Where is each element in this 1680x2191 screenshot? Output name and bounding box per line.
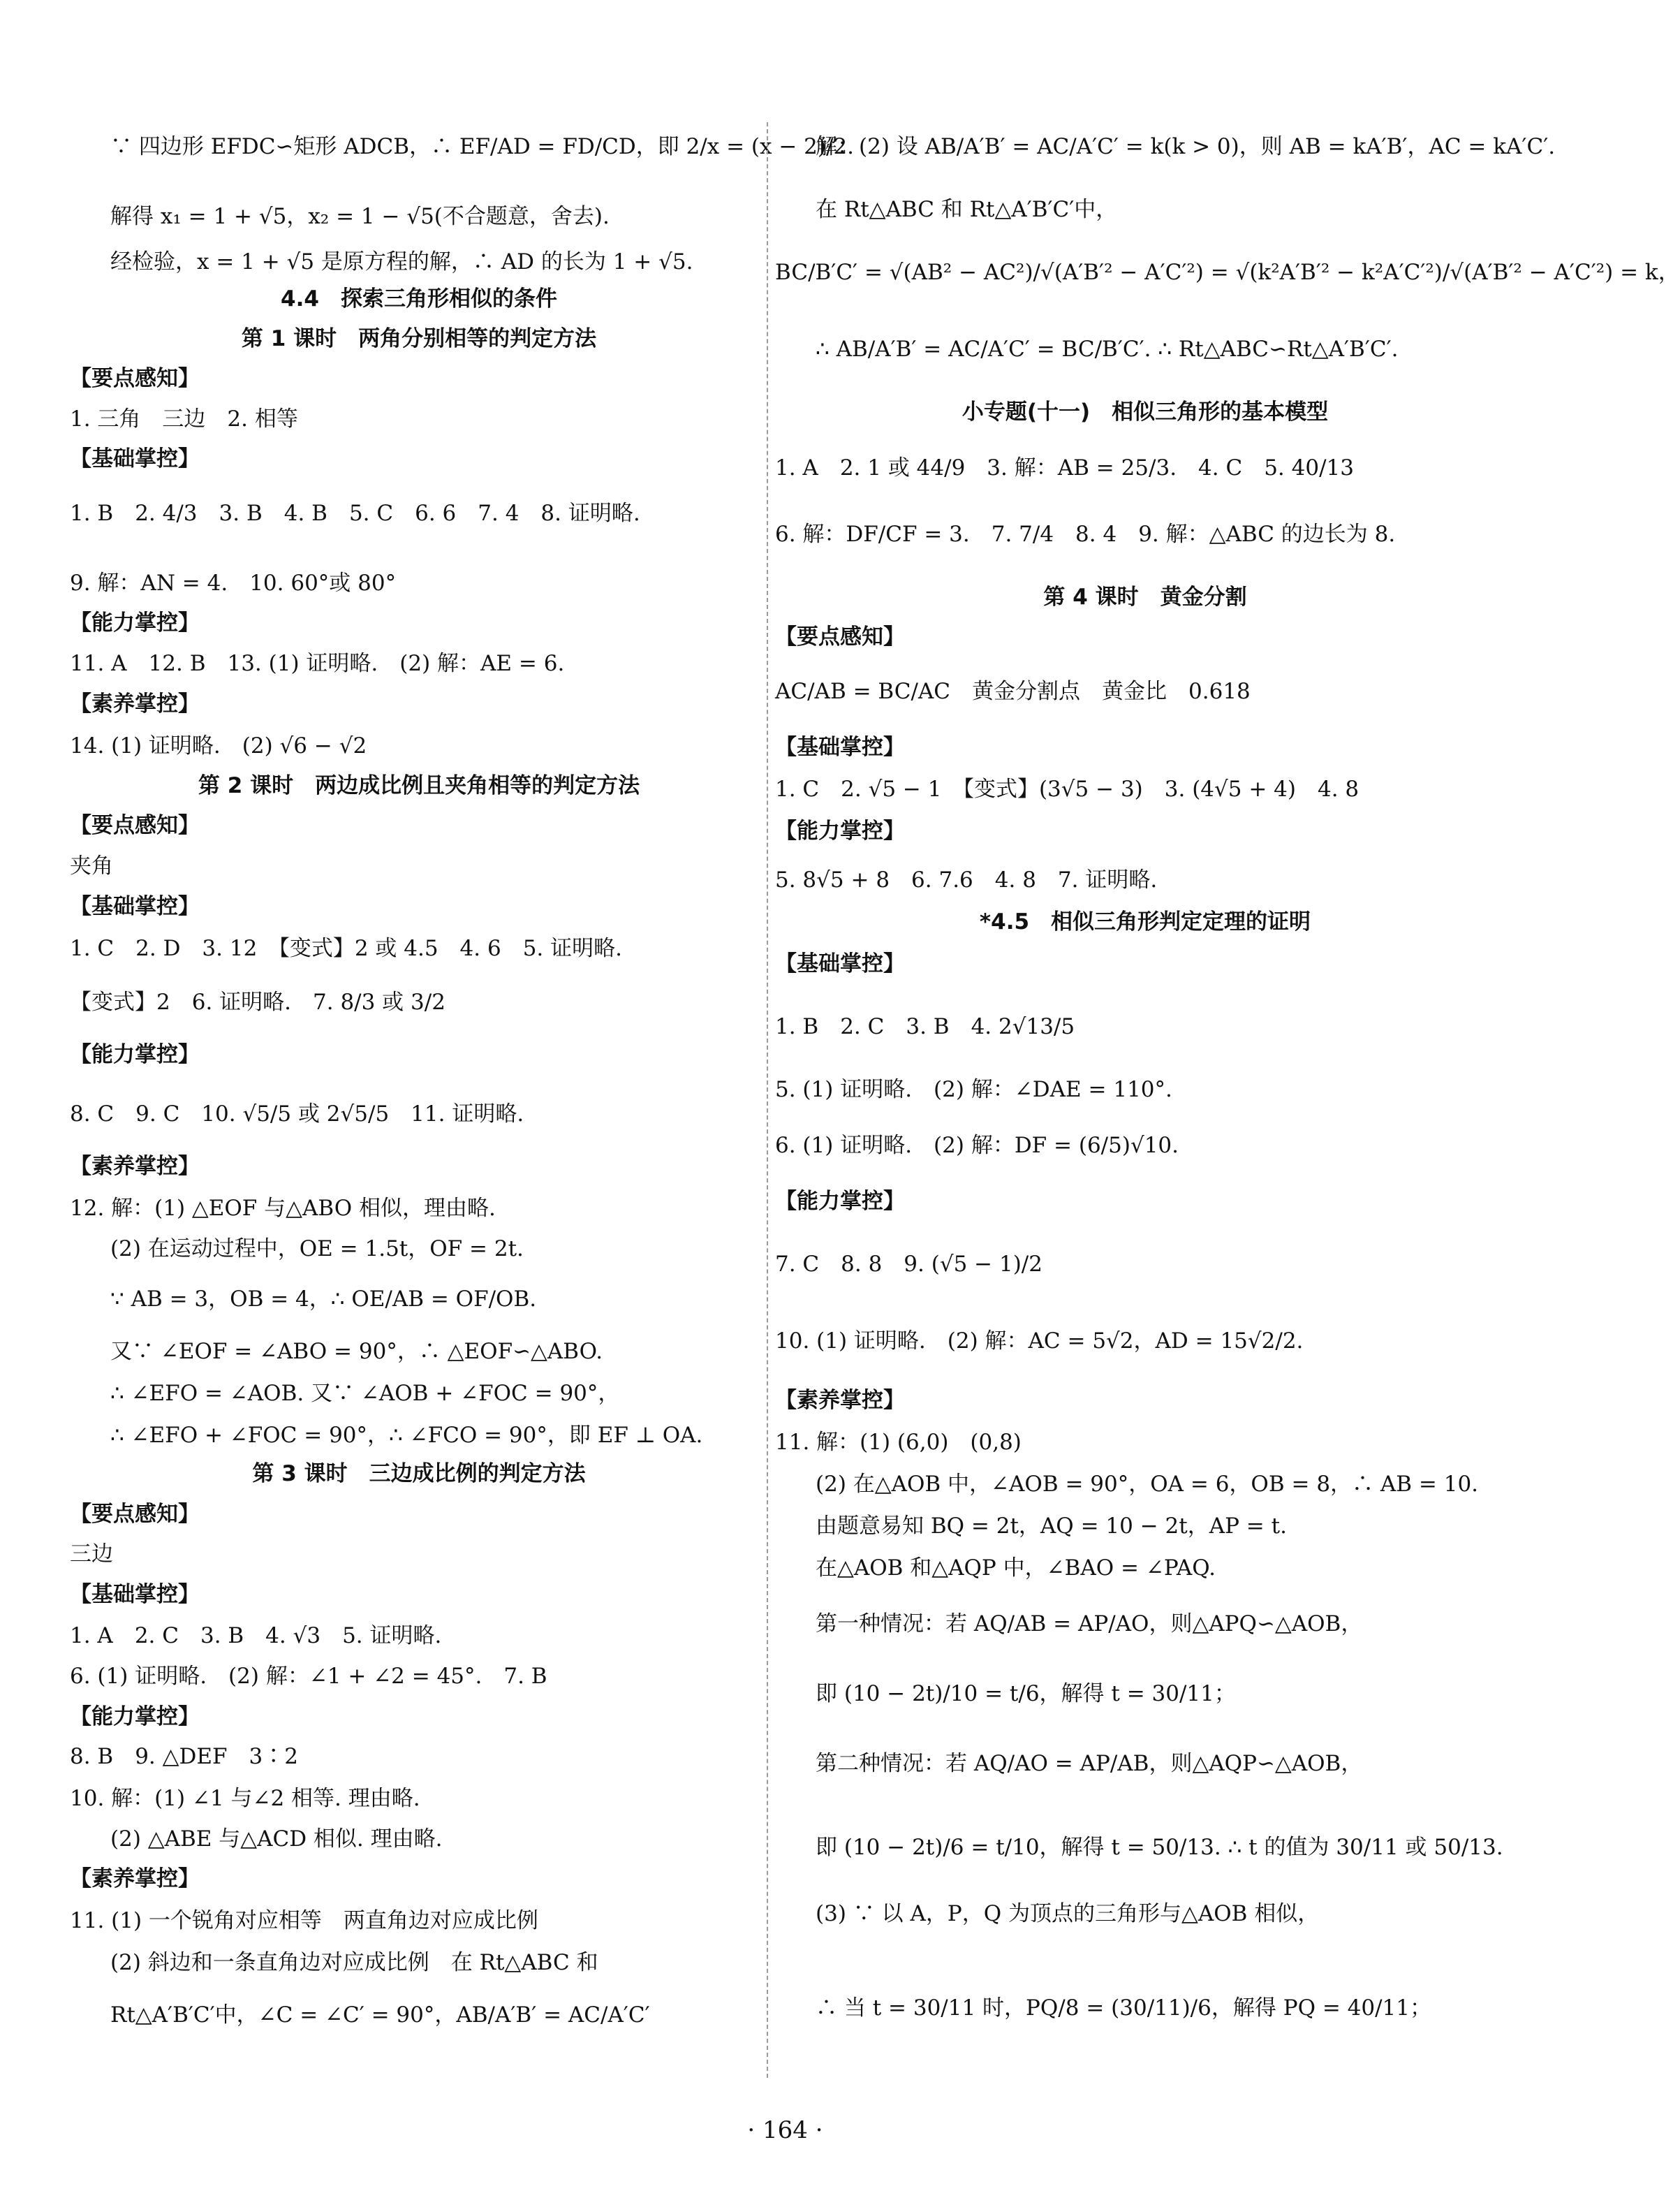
answer-line: 第一种情况：若 AQ/AB = AP/AO，则△APQ∽△AOB， bbox=[816, 1611, 1363, 1636]
answer-line: 【变式】2 6. 证明略. 7. 8/3 或 3/2 bbox=[70, 990, 445, 1015]
answer-line: 7. C 8. 8 9. (√5 − 1)/2 bbox=[775, 1252, 1042, 1277]
answer-line: 1. 三角 三边 2. 相等 bbox=[70, 406, 298, 432]
section-tag: 【素养掌控】 bbox=[70, 1866, 200, 1891]
section-tag: 【素养掌控】 bbox=[775, 1388, 905, 1413]
section-tag: 【基础掌控】 bbox=[775, 735, 905, 760]
answer-line: 即 (10 − 2t)/10 = t/6，解得 t = 30/11； bbox=[816, 1681, 1236, 1706]
section-tag: 【要点感知】 bbox=[775, 624, 905, 650]
answer-line: ∵ AB = 3，OB = 4，∴ OE/AB = OF/OB. bbox=[110, 1287, 537, 1312]
answer-line: 14. (1) 证明略. (2) √6 − √2 bbox=[70, 733, 367, 759]
answer-line: 1. A 2. C 3. B 4. √3 5. 证明略. bbox=[70, 1623, 442, 1648]
answer-line: (2) 在运动过程中，OE = 1.5t，OF = 2t. bbox=[110, 1236, 524, 1261]
answer-line: 三边 bbox=[70, 1541, 113, 1567]
section-tag: 【能力掌控】 bbox=[70, 1042, 200, 1067]
answer-line: 在 Rt△ABC 和 Rt△A′B′C′中， bbox=[816, 197, 1118, 222]
answer-line: 6. 解：DF/CF = 3. 7. 7/4 8. 4 9. 解：△ABC 的边长为 8. bbox=[775, 522, 1396, 547]
section-heading: 第 4 课时 黄金分割 bbox=[1043, 585, 1247, 610]
answer-line: 1. C 2. √5 − 1 【变式】(3√5 − 3) 3. (4√5 + 4) 4. 8 bbox=[775, 777, 1360, 802]
answer-line: 5. (1) 证明略. (2) 解：∠DAE = 110°. bbox=[775, 1077, 1172, 1102]
answer-line: 10. 解：(1) ∠1 与∠2 相等. 理由略. bbox=[70, 1786, 420, 1811]
answer-line: 11. 解：(1) (6,0) (0,8) bbox=[775, 1430, 1022, 1455]
column-divider bbox=[767, 122, 768, 2078]
answer-line: 解：(2) 设 AB/A′B′ = AC/A′C′ = k(k > 0)，则 AB = kA′B′，AC = kA′C′. bbox=[816, 134, 1556, 159]
section-tag: 【基础掌控】 bbox=[70, 1582, 200, 1607]
section-tag: 【素养掌控】 bbox=[70, 1154, 200, 1179]
answer-line: 12. 解：(1) △EOF 与△ABO 相似，理由略. bbox=[70, 1196, 496, 1221]
answer-line: 即 (10 − 2t)/6 = t/10，解得 t = 50/13. ∴ t 的值为 30/11 或 50/13. bbox=[816, 1835, 1503, 1860]
section-tag: 【能力掌控】 bbox=[70, 610, 200, 636]
answer-line: ∵ 四边形 EFDC∽矩形 ADCB，∴ EF/AD = FD/CD，即 2/x = (x − 2)/2. bbox=[110, 134, 855, 159]
section-tag: 【要点感知】 bbox=[70, 366, 200, 391]
answer-line: BC/B′C′ = √(AB² − AC²)/√(A′B′² − A′C′²) = √(k²A′B′² − k²A′C′²)/√(A′B′² − A′C′²) = k， bbox=[775, 260, 1680, 285]
answer-line: ∴ 当 t = 30/11 时，PQ/8 = (30/11)/6，解得 PQ = 40/11； bbox=[816, 1995, 1432, 2021]
answer-line: 1. B 2. 4/3 3. B 4. B 5. C 6. 6 7. 4 8. 证明略. bbox=[70, 501, 640, 526]
answer-line: 经检验，x = 1 + √5 是原方程的解，∴ AD 的长为 1 + √5. bbox=[110, 249, 693, 274]
section-tag: 【基础掌控】 bbox=[70, 894, 200, 919]
answer-line: 6. (1) 证明略. (2) 解：DF = (6/5)√10. bbox=[775, 1133, 1179, 1158]
answer-line: (2) 在△AOB 中，∠AOB = 90°，OA = 6，OB = 8，∴ AB = 10. bbox=[816, 1472, 1479, 1497]
section-tag: 【能力掌控】 bbox=[775, 1189, 905, 1214]
section-tag: 【要点感知】 bbox=[70, 1502, 200, 1527]
answer-line: 8. C 9. C 10. √5/5 或 2√5/5 11. 证明略. bbox=[70, 1101, 524, 1127]
answer-line: 8. B 9. △DEF 3∶2 bbox=[70, 1744, 298, 1769]
section-heading: 4.4 探索三角形相似的条件 bbox=[281, 286, 557, 312]
answer-line: 5. 8√5 + 8 6. 7.6 4. 8 7. 证明略. bbox=[775, 867, 1158, 893]
answer-line: (2) 斜边和一条直角边对应成比例 在 Rt△ABC 和 bbox=[110, 1950, 598, 1975]
answer-line: ∴ ∠EFO + ∠FOC = 90°，∴ ∠FCO = 90°，即 EF ⊥ OA. bbox=[110, 1423, 703, 1448]
answer-line: Rt△A′B′C′中，∠C = ∠C′ = 90°，AB/A′B′ = AC/A′C′ bbox=[110, 2002, 650, 2028]
section-heading: 第 2 课时 两边成比例且夹角相等的判定方法 bbox=[198, 773, 640, 798]
answer-line: 9. 解：AN = 4. 10. 60°或 80° bbox=[70, 571, 397, 596]
section-tag: 【基础掌控】 bbox=[70, 446, 200, 471]
answer-line: ∴ ∠EFO = ∠AOB. 又∵ ∠AOB + ∠FOC = 90°， bbox=[110, 1381, 620, 1406]
page-number: · 164 · bbox=[747, 2116, 823, 2144]
answer-line: ∴ AB/A′B′ = AC/A′C′ = BC/B′C′. ∴ Rt△ABC∽Rt△A′B′C′. bbox=[816, 337, 1399, 362]
answer-line: 10. (1) 证明略. (2) 解：AC = 5√2，AD = 15√2/2. bbox=[775, 1328, 1304, 1354]
answer-line: (2) △ABE 与△ACD 相似. 理由略. bbox=[110, 1826, 443, 1852]
answer-line: 1. A 2. 1 或 44/9 3. 解：AB = 25/3. 4. C 5. 40/13 bbox=[775, 455, 1354, 481]
section-heading: *4.5 相似三角形判定定理的证明 bbox=[979, 909, 1311, 935]
section-heading: 小专题(十一) 相似三角形的基本模型 bbox=[961, 400, 1329, 425]
answer-line: 又∵ ∠EOF = ∠ABO = 90°，∴ △EOF∽△ABO. bbox=[110, 1339, 603, 1364]
section-tag: 【能力掌控】 bbox=[70, 1704, 200, 1729]
answer-line: AC/AB = BC/AC 黄金分割点 黄金比 0.618 bbox=[775, 679, 1251, 704]
section-heading: 第 1 课时 两角分别相等的判定方法 bbox=[241, 326, 597, 351]
section-tag: 【素养掌控】 bbox=[70, 691, 200, 717]
answer-line: 11. (1) 一个锐角对应相等 两直角边对应成比例 bbox=[70, 1908, 538, 1933]
answer-line: 解得 x₁ = 1 + √5，x₂ = 1 − √5(不合题意，舍去). bbox=[110, 204, 610, 229]
section-tag: 【要点感知】 bbox=[70, 813, 200, 838]
answer-line: 1. B 2. C 3. B 4. 2√13/5 bbox=[775, 1014, 1075, 1039]
section-heading: 第 3 课时 三边成比例的判定方法 bbox=[252, 1461, 586, 1486]
answer-line: 由题意易知 BQ = 2t，AQ = 10 − 2t，AP = t. bbox=[816, 1514, 1287, 1539]
section-tag: 【基础掌控】 bbox=[775, 951, 905, 976]
answer-line: 1. C 2. D 3. 12 【变式】2 或 4.5 4. 6 5. 证明略. bbox=[70, 936, 622, 961]
answer-line: 第二种情况：若 AQ/AO = AP/AB，则△AQP∽△AOB， bbox=[816, 1751, 1363, 1776]
answer-line: 6. (1) 证明略. (2) 解：∠1 + ∠2 = 45°. 7. B bbox=[70, 1664, 547, 1689]
answer-line: 在△AOB 和△AQP 中，∠BAO = ∠PAQ. bbox=[816, 1555, 1216, 1581]
answer-line: (3) ∵ 以 A，P，Q 为顶点的三角形与△AOB 相似， bbox=[816, 1901, 1320, 1926]
answer-line: 11. A 12. B 13. (1) 证明略. (2) 解：AE = 6. bbox=[70, 651, 565, 676]
answer-line: 夹角 bbox=[70, 853, 113, 879]
section-tag: 【能力掌控】 bbox=[775, 819, 905, 844]
